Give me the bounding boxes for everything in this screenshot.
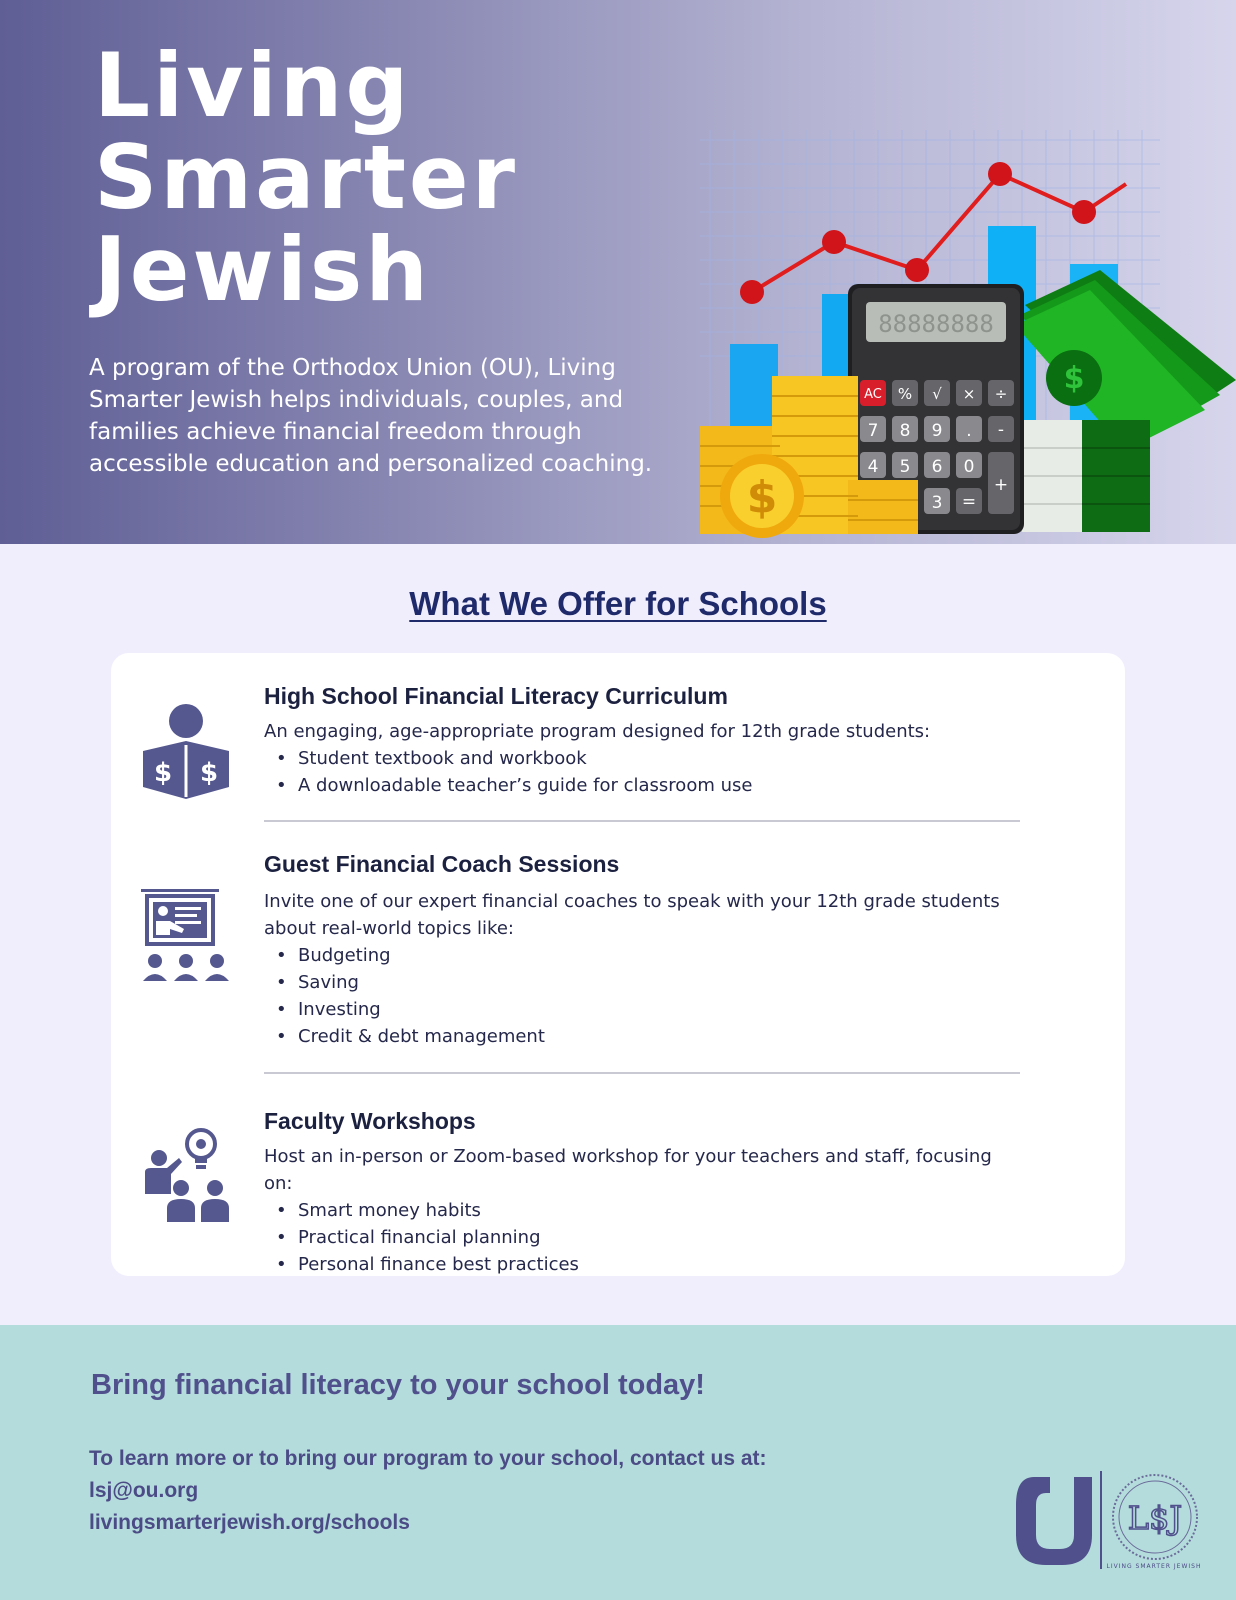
- hero-title-line-1: Living: [94, 34, 412, 137]
- list-item: • Budgeting: [264, 942, 1024, 969]
- hero-description: A program of the Orthodox Union (OU), Living Smarter Jewish helps individuals, couples, and families achieve financial freedom through accessible education and personalized coaching.: [89, 355, 653, 477]
- calc-key: 7: [867, 421, 879, 441]
- svg-text:$: $: [199, 758, 219, 788]
- contact-website-link[interactable]: livingsmarterjewish.org/schools: [89, 1511, 410, 1534]
- calc-key: 9: [931, 421, 943, 441]
- offer-list: [264, 1197, 1024, 1278]
- trend-point: [740, 280, 764, 304]
- calc-key: 3: [931, 493, 943, 513]
- calc-key: 8: [899, 421, 911, 441]
- list-item: • Student textbook and workbook: [264, 745, 1024, 772]
- coin-dollar-symbol: $: [746, 472, 778, 523]
- logo-caption: LIVING SMARTER JEWISH: [1106, 1563, 1202, 1570]
- list-item: • Credit & debt management: [264, 1023, 1024, 1050]
- finance-illustration: [700, 130, 1236, 544]
- footer: [0, 1325, 1236, 1600]
- offers-card: [111, 653, 1125, 1276]
- offer-description: An engaging, age-appropriate program designed for 12th grade students:: [264, 721, 931, 742]
- footer-contact: [89, 1443, 767, 1539]
- list-item: • Personal finance best practices: [264, 1251, 1024, 1278]
- hero-title-line-2: Smarter: [94, 126, 519, 229]
- offer-title: Guest Financial Coach Sessions: [264, 851, 620, 877]
- presenter-audience-icon: [141, 889, 231, 985]
- hero-title: [94, 34, 654, 321]
- divider: [264, 820, 1020, 822]
- section-title: What We Offer for Schools: [409, 585, 827, 622]
- list-item: • Smart money habits: [264, 1197, 1024, 1224]
- calc-key: 5: [899, 457, 911, 477]
- calc-key: ×: [962, 385, 976, 403]
- offer-title: High School Financial Literacy Curriculum: [264, 683, 728, 709]
- offer-body: [264, 851, 1024, 1050]
- list-item: • Saving: [264, 969, 1024, 996]
- calc-key: √: [932, 385, 942, 403]
- calc-key: .: [966, 421, 972, 441]
- offer-description: Invite one of our expert financial coaches to speak with your 12th grade students about real-world topics like:: [264, 891, 1000, 939]
- list-item: • A downloadable teacher’s guide for classroom use: [264, 772, 1024, 799]
- ou-logo-mark: [1016, 1477, 1092, 1565]
- calc-key: 4: [867, 457, 879, 477]
- contact-email-link[interactable]: lsj@ou.org: [89, 1479, 199, 1502]
- ou-lsj-logo: [1016, 1465, 1216, 1575]
- hero-banner: [0, 0, 1236, 544]
- workshop-idea-icon: [141, 1128, 231, 1224]
- contact-intro: To learn more or to bring our program to your school, contact us at:: [89, 1447, 767, 1470]
- trend-point: [1072, 200, 1096, 224]
- offer-list: [264, 942, 1024, 1050]
- list-item: • Investing: [264, 996, 1024, 1023]
- lsj-logo-text: L$J: [1127, 1499, 1183, 1537]
- footer-cta: Bring financial literacy to your school today!: [91, 1369, 705, 1401]
- calculator-display-digits: 88888888: [878, 310, 994, 338]
- trend-point: [822, 230, 846, 254]
- list-item: • Practical financial planning: [264, 1224, 1024, 1251]
- blue-bar-1: [730, 344, 778, 434]
- svg-text:$: $: [153, 758, 173, 788]
- offer-list: [264, 745, 1024, 799]
- calc-key: ÷: [994, 385, 1008, 403]
- divider: [264, 1072, 1020, 1074]
- trend-point: [988, 162, 1012, 186]
- money-stack: [1015, 270, 1236, 532]
- bill-dollar-symbol: $: [1063, 361, 1085, 396]
- calc-key: %: [897, 385, 913, 403]
- offer-body: [264, 683, 1024, 799]
- trend-point: [905, 258, 929, 282]
- calc-key: +: [993, 475, 1009, 495]
- calc-key: 0: [963, 457, 975, 477]
- offer-title: Faculty Workshops: [264, 1108, 476, 1134]
- student-reading-money-book-icon: [141, 703, 231, 799]
- hero-title-line-3: Jewish: [94, 218, 431, 321]
- calc-key: AC: [864, 387, 882, 402]
- calc-key: -: [997, 420, 1005, 440]
- offer-description: Host an in-person or Zoom-based workshop for your teachers and staff, focusing on:: [264, 1146, 992, 1194]
- calc-key: =: [961, 492, 977, 512]
- calc-key: 6: [931, 457, 943, 477]
- offer-body: [264, 1108, 1024, 1278]
